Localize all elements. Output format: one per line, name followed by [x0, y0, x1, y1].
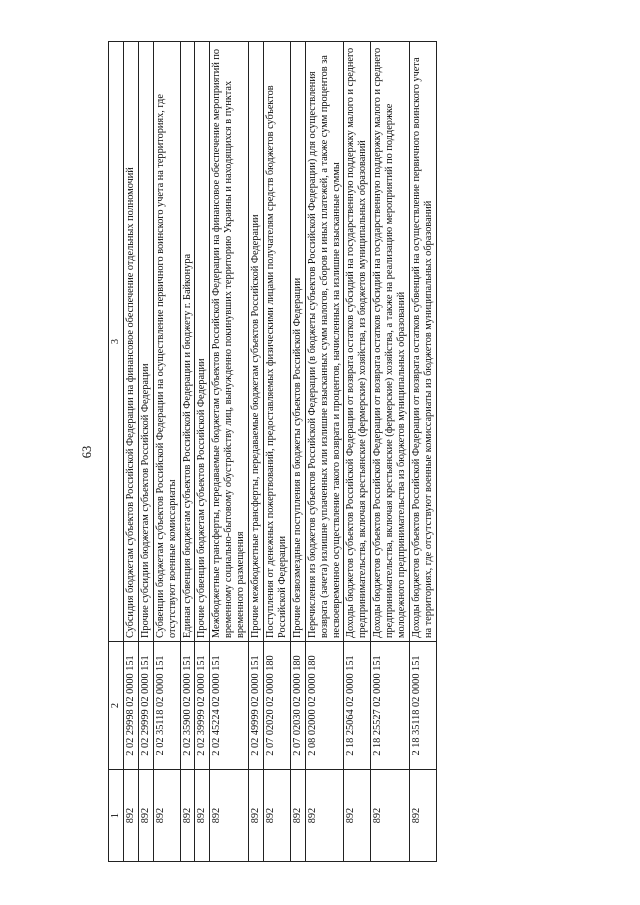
budget-code-cell: 2 02 35900 02 0000 151	[180, 642, 195, 770]
revenue-name-cell: Перечисления из бюджетов субъектов Российской Федерации (в бюджеты субъектов Российской Федерации) для осуществления возврата (зачета) излишне уплаченных или излишне взысканных сумм налогов, сборов и иных платежей, а также сумм процентов за несвоевременное осуществление такого возврата и процентов, начисленных на излишне взысканные суммы	[305, 42, 344, 642]
table-row	[409, 42, 436, 862]
admin-code-cell: 892	[210, 770, 249, 862]
rotated-page	[80, 26, 560, 878]
table-row	[195, 42, 210, 862]
revenue-name-cell: Прочие межбюджетные трансферты, передаваемые бюджетам субъектов Российской Федерации	[249, 42, 264, 642]
budget-code-cell: 2 02 29998 02 0000 151	[123, 642, 138, 770]
table-row	[180, 42, 195, 862]
table-row	[290, 42, 305, 862]
column-header-3: 3	[109, 42, 124, 642]
revenue-name-cell: Субвенции бюджетам субъектов Российской Федерации на осуществление первичного воинского учета на территориях, где отсутствуют военные комиссариаты	[153, 42, 180, 642]
budget-code-cell: 2 02 49999 02 0000 151	[249, 642, 264, 770]
admin-code-cell: 892	[344, 770, 371, 862]
admin-code-cell: 892	[138, 770, 153, 862]
table-row	[138, 42, 153, 862]
revenue-name-cell: Доходы бюджетов субъектов Российской Федерации от возврата остатков субвенций на осуществление первичного воинского учета на территориях, где отсутствуют военные комиссариаты из бюджетов муниципальных образований	[409, 42, 436, 642]
revenue-name-cell: Прочие субвенции бюджетам субъектов Российской Федерации	[195, 42, 210, 642]
table-row	[210, 42, 249, 862]
budget-code-cell: 2 18 25064 02 0000 151	[344, 642, 371, 770]
budget-code-cell: 2 02 29999 02 0000 151	[138, 642, 153, 770]
budget-code-cell: 2 08 02000 02 0000 180	[305, 642, 344, 770]
admin-code-cell: 892	[249, 770, 264, 862]
admin-code-cell: 892	[305, 770, 344, 862]
revenue-name-cell: Межбюджетные трансферты, передаваемые бюджетам субъектов Российской Федерации на финансовое обеспечение мероприятий по временному социально-бытовому обустройству лиц, вынужденно покинувших территорию Украины и находящихся в пунктах временного размещения	[210, 42, 249, 642]
revenue-name-cell: Единая субвенция бюджетам субъектов Российской Федерации и бюджету г. Байконура	[180, 42, 195, 642]
budget-code-cell: 2 07 02020 02 0000 180	[263, 642, 290, 770]
admin-code-cell: 892	[409, 770, 436, 862]
budget-code-cell: 2 07 02030 02 0000 180	[290, 642, 305, 770]
revenue-name-cell: Прочие безвозмездные поступления в бюджеты субъектов Российской Федерации	[290, 42, 305, 642]
budget-code-cell: 2 18 35118 02 0000 151	[409, 642, 436, 770]
revenue-name-cell: Доходы бюджетов субъектов Российской Федерации от возврата остатков субсидий на государственную поддержку малого и среднего предпринимательства, включая крестьянские (фермерские) хозяйства, из бюджетов муниципальных образований	[344, 42, 371, 642]
column-header-2: 2	[109, 642, 124, 770]
revenue-name-cell: Субсидия бюджетам субъектов Российской Федерации на финансовое обеспечение отдельных полномочий	[123, 42, 138, 642]
table-row	[263, 42, 290, 862]
table-row	[153, 42, 180, 862]
budget-code-cell: 2 18 25527 02 0000 151	[371, 642, 410, 770]
page-number: 63	[80, 445, 94, 459]
revenue-name-cell: Доходы бюджетов субъектов Российской Федерации от возврата остатков субсидий на государственную поддержку малого и среднего предпринимательства, включая крестьянские (фермерские) хозяйства, а также на реализацию мероприятий по поддержке молодежного предпринимательства из бюджетов муниципальных образований	[371, 42, 410, 642]
admin-code-cell: 892	[180, 770, 195, 862]
admin-code-cell: 892	[195, 770, 210, 862]
budget-code-cell: 2 02 45224 02 0000 151	[210, 642, 249, 770]
table-row	[249, 42, 264, 862]
table-header-row	[109, 42, 124, 862]
table-row	[305, 42, 344, 862]
table-row	[371, 42, 410, 862]
admin-code-cell: 892	[371, 770, 410, 862]
budget-code-cell: 2 02 39999 02 0000 151	[195, 642, 210, 770]
admin-code-cell: 892	[153, 770, 180, 862]
column-header-1: 1	[109, 770, 124, 862]
table-row	[123, 42, 138, 862]
admin-code-cell: 892	[290, 770, 305, 862]
revenue-name-cell: Прочие субсидии бюджетам субъектов Российской Федерации	[138, 42, 153, 642]
revenue-codes-table	[108, 41, 437, 862]
admin-code-cell: 892	[263, 770, 290, 862]
revenue-name-cell: Поступления от денежных пожертвований, предоставляемых физическими лицами получателям средств бюджетов субъектов Российской Федерации	[263, 42, 290, 642]
admin-code-cell: 892	[123, 770, 138, 862]
budget-code-cell: 2 02 35118 02 0000 151	[153, 642, 180, 770]
table-row	[344, 42, 371, 862]
